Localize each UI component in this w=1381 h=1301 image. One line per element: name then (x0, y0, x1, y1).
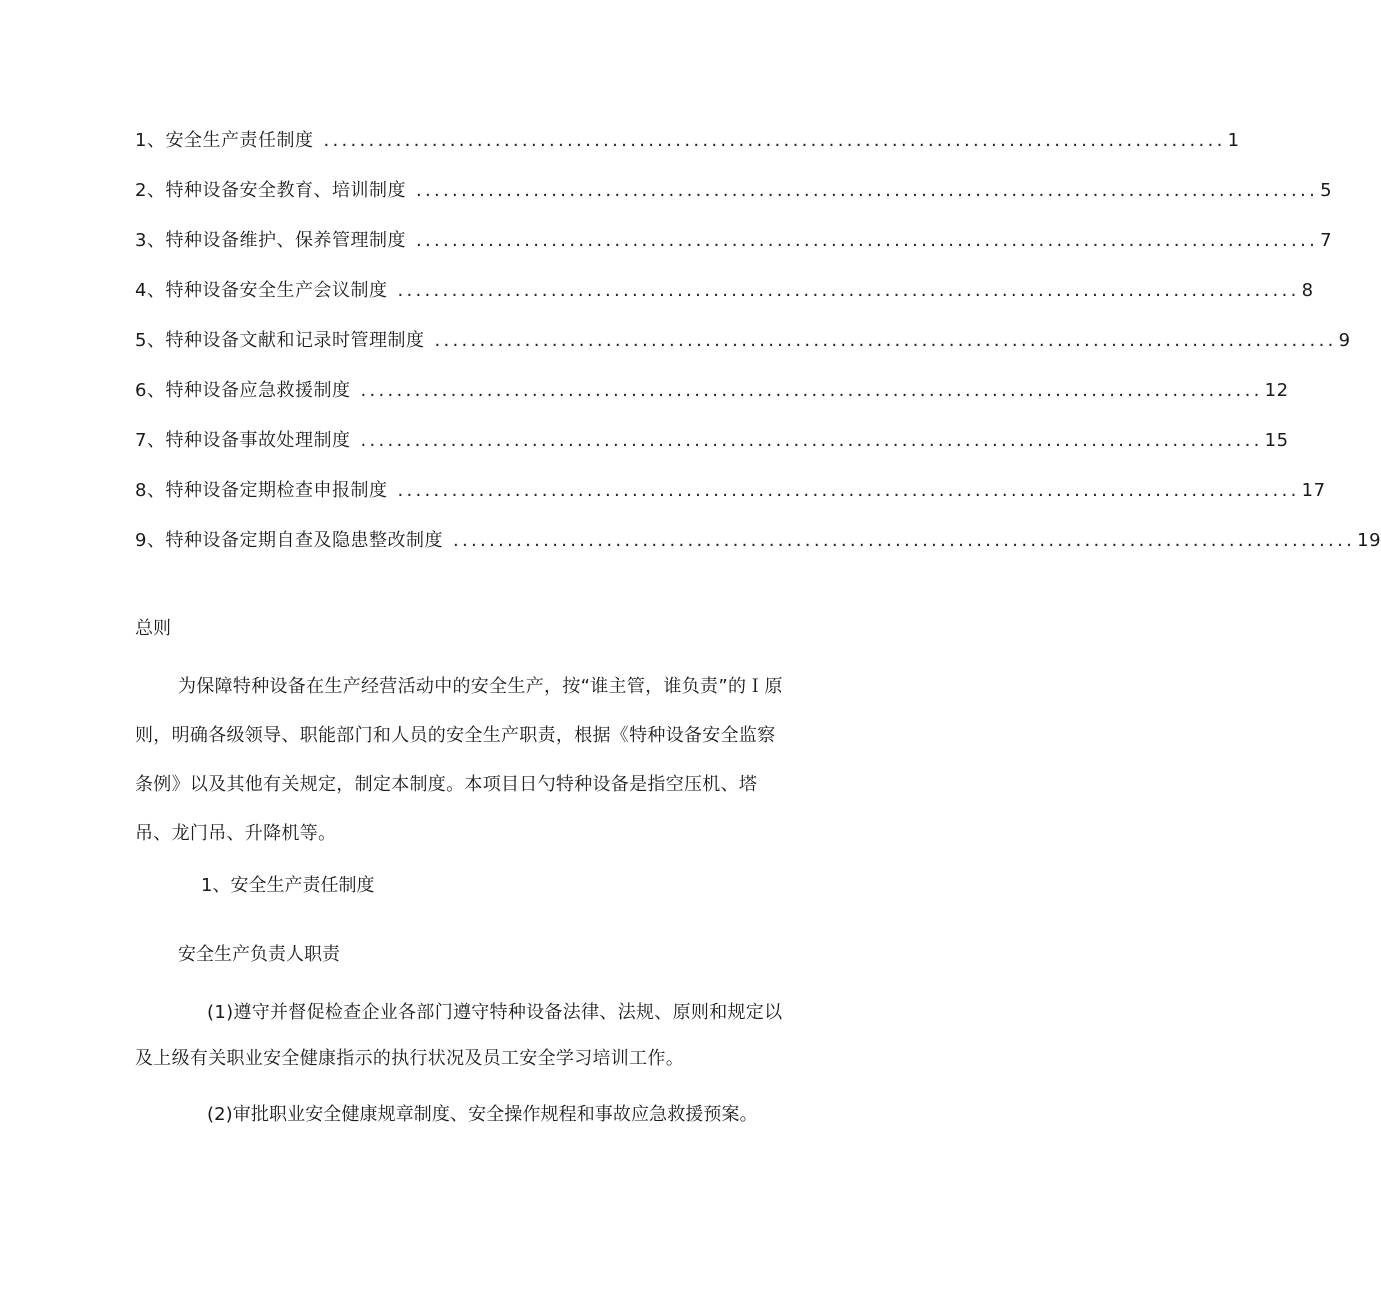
toc-entry-title: 4、特种设备安全生产会议制度 (135, 280, 388, 301)
section-heading: 1、安全生产责任制度 (201, 875, 375, 896)
toc-entry-page: 7 (1320, 230, 1333, 251)
toc-entry-page: 5 (1320, 180, 1333, 201)
toc-entry-title: 7、特种设备事故处理制度 (135, 430, 351, 451)
section-subheading: 安全生产负责人职责 (178, 944, 340, 965)
toc-leader-dots: .................................................................................................... (323, 130, 1226, 151)
toc-entry-page: 8 (1301, 280, 1314, 301)
toc-entry-page: 12 (1264, 380, 1289, 401)
toc-entry[interactable] (135, 476, 1326, 526)
toc-entry[interactable] (135, 276, 1314, 326)
toc-entry-page: 9 (1338, 330, 1351, 351)
toc-entry-title: 6、特种设备应急救援制度 (135, 380, 351, 401)
toc-leader-dots: .................................................................................................... (360, 380, 1263, 401)
toc-entry-title: 8、特种设备定期检查申报制度 (135, 480, 388, 501)
toc-entry-title: 2、特种设备安全教育、培训制度 (135, 180, 406, 201)
toc-entry-page: 17 (1301, 480, 1326, 501)
toc-entry[interactable] (135, 376, 1289, 426)
duty-item: (1)遵守并督促检查企业各部门遵守特种设备法律、法规、原则和规定以及上级有关职业安全健康指示的执行状况及员工安全学习培训工作。 (135, 1002, 783, 1069)
duty-item: (2)审批职业安全健康规章制度、安全操作规程和事故应急救援预案。 (207, 1104, 758, 1125)
toc-entry-title: 3、特种设备维护、保养管理制度 (135, 230, 406, 251)
toc-leader-dots: .................................................................................................... (452, 530, 1356, 551)
toc-entry-page: 19 (1357, 530, 1381, 551)
toc-entry[interactable] (135, 426, 1289, 476)
toc-leader-dots: .................................................................................................... (397, 480, 1300, 501)
toc-leader-dots: .................................................................................................... (360, 430, 1263, 451)
toc-leader-dots: .................................................................................................... (415, 230, 1319, 251)
general-paragraph: 为保障特种设备在生产经营活动中的安全生产，按“谁主管，谁负责”的Ｉ原则，明确各级领导、职能部门和人员的安全生产职责，根据《特种设备安全监察条例》以及其他有关规定，制定本制度。本项目日勺特种设备是指空压机、塔吊、龙门吊、升降机等。 (135, 676, 783, 844)
table-of-contents (135, 126, 1381, 576)
toc-entry-title: 1、安全生产责任制度 (135, 130, 314, 151)
toc-entry-page: 15 (1264, 430, 1289, 451)
toc-entry[interactable] (135, 126, 1240, 176)
toc-entry[interactable] (135, 526, 1381, 576)
toc-leader-dots: .................................................................................................... (415, 180, 1319, 201)
toc-leader-dots: .................................................................................................... (434, 330, 1337, 351)
toc-entry-page: 1 (1227, 130, 1240, 151)
toc-entry[interactable] (135, 326, 1351, 376)
general-section-title: 总则 (135, 618, 171, 639)
toc-entry[interactable] (135, 226, 1333, 276)
toc-entry[interactable] (135, 176, 1333, 226)
toc-entry-title: 9、特种设备定期自查及隐患整改制度 (135, 530, 443, 551)
toc-entry-title: 5、特种设备文献和记录时管理制度 (135, 330, 425, 351)
toc-leader-dots: .................................................................................................... (397, 280, 1300, 301)
